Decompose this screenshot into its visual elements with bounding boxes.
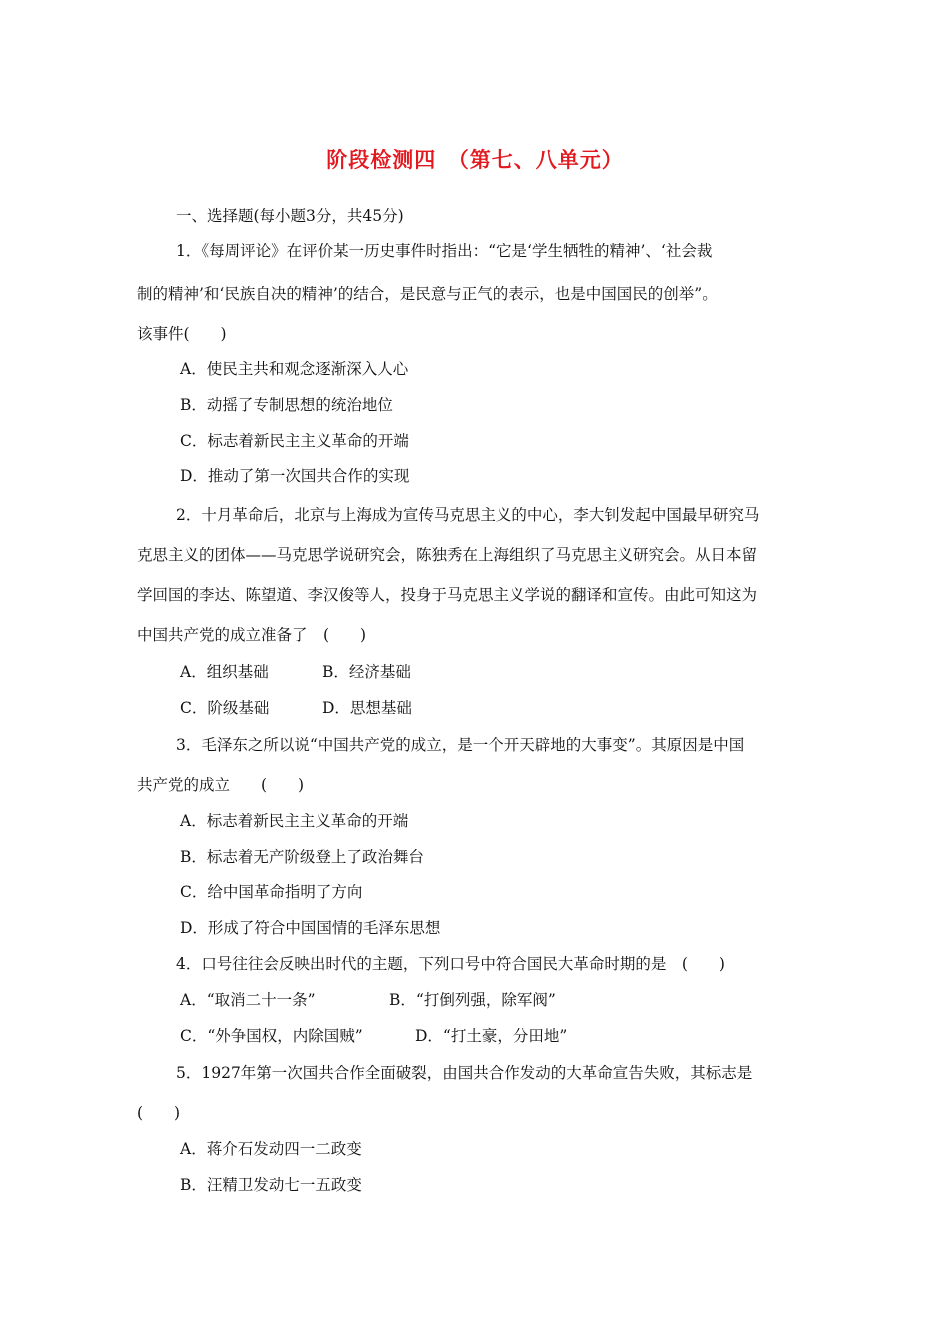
question-2-option-a: A．组织基础: [180, 663, 269, 681]
section-heading: 一、选择题(每小题3分，共45分): [176, 207, 404, 225]
question-2-option-d: D．思想基础: [322, 699, 412, 717]
question-5-line-2: ( ): [137, 1104, 181, 1122]
question-1-option-a: A．使民主共和观念逐渐深入人心: [180, 360, 409, 378]
question-4-option-b: B．“打倒列强，除军阀”: [389, 991, 556, 1009]
question-5-option-b: B．汪精卫发动七一五政变: [180, 1176, 362, 1194]
question-4-line-1: 4．口号往往会反映出时代的主题，下列口号中符合国民大革命时期的是 ( ): [176, 955, 725, 973]
question-3-line-2: 共产党的成立 ( ): [137, 776, 305, 794]
question-2-option-c: C．阶级基础: [180, 699, 270, 717]
question-4-option-d: D．“打土豪，分田地”: [415, 1027, 568, 1045]
question-3-line-1: 3．毛泽东之所以说“中国共产党的成立，是一个开天辟地的大事变”。其原因是中国: [176, 736, 745, 754]
question-2-option-b: B．经济基础: [322, 663, 411, 681]
question-2-line-2: 克思主义的团体——马克思学说研究会，陈独秀在上海组织了马克思主义研究会。从日本留: [137, 546, 758, 564]
question-1-line-3: 该事件( ): [137, 325, 227, 343]
question-3-option-c: C．给中国革命指明了方向: [180, 883, 363, 901]
question-1-option-d: D．推动了第一次国共合作的实现: [180, 467, 410, 485]
question-3-option-d: D．形成了符合中国国情的毛泽东思想: [180, 919, 441, 937]
question-2-line-4: 中国共产党的成立准备了 ( ): [137, 626, 367, 644]
question-2-line-1: 2．十月革命后，北京与上海成为宣传马克思主义的中心，李大钊发起中国最早研究马: [176, 506, 760, 524]
question-1-line-2: 制的精神’和‘民族自决的精神’的结合，是民意与正气的表示，也是中国国民的创举”。: [137, 285, 718, 303]
question-2-line-3: 学回国的李达、陈望道、李汉俊等人，投身于马克思主义学说的翻译和宣传。由此可知这为: [137, 586, 758, 604]
page-title: 阶段检测四 （第七、八单元）: [326, 148, 624, 172]
question-4-option-c: C．“外争国权，内除国贼”: [180, 1027, 363, 1045]
question-1-option-c: C．标志着新民主主义革命的开端: [180, 432, 409, 450]
question-1-line-1: 1．《每周评论》在评价某一历史事件时指出：“它是‘学生牺牲的精神’、‘社会裁: [176, 242, 713, 260]
question-3-option-a: A．标志着新民主主义革命的开端: [180, 812, 409, 830]
question-5-option-a: A．蒋介石发动四一二政变: [180, 1140, 362, 1158]
question-4-option-a: A．“取消二十一条”: [180, 991, 316, 1009]
question-5-line-1: 5．1927年第一次国共合作全面破裂，由国共合作发动的大革命宣告失败，其标志是: [176, 1064, 753, 1082]
question-1-option-b: B．动摇了专制思想的统治地位: [180, 396, 393, 414]
question-3-option-b: B．标志着无产阶级登上了政治舞台: [180, 848, 424, 866]
